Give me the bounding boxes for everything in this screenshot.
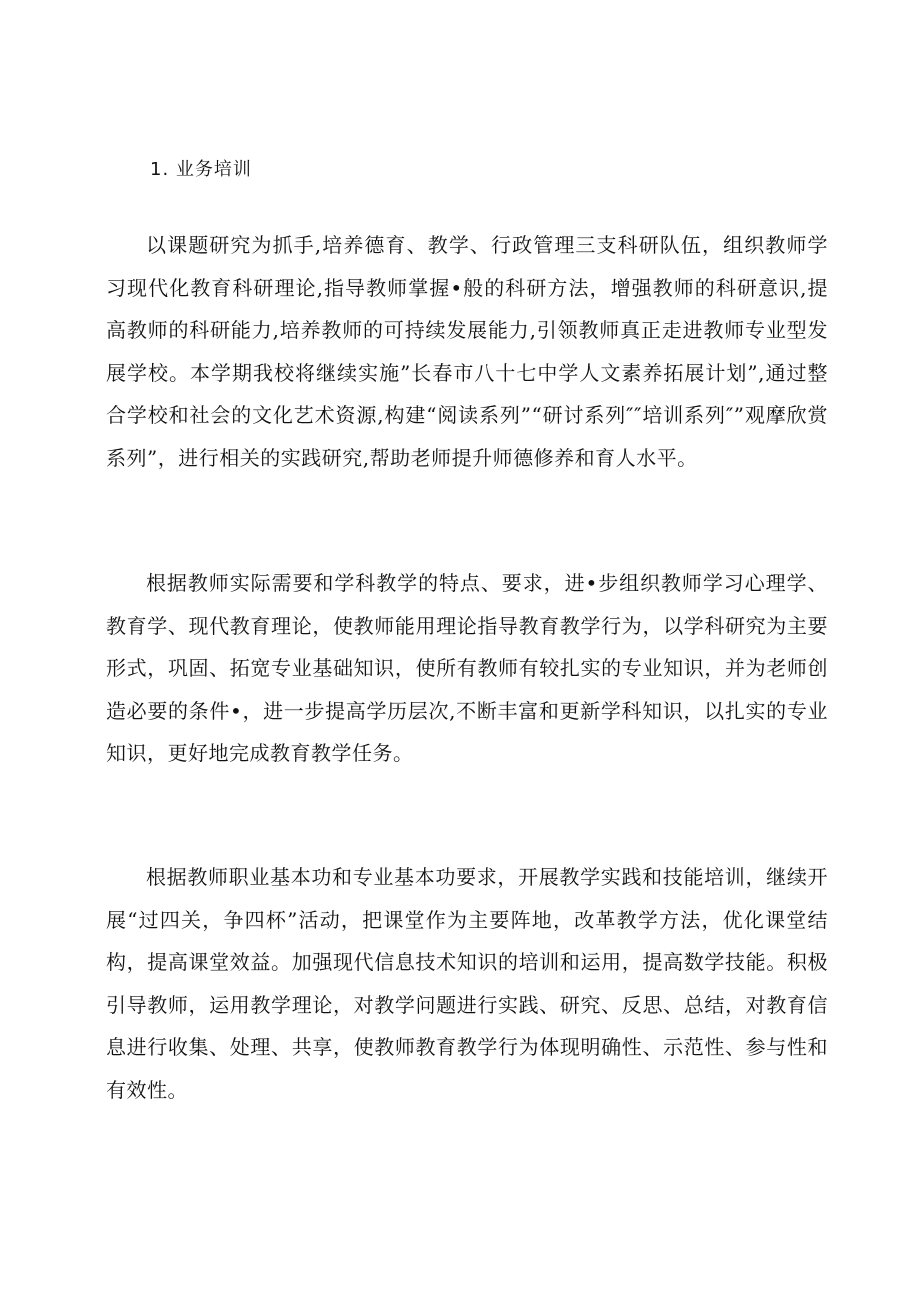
paragraph-research-teams: 以课题研究为抓手,培养德育、教学、行政管理三支科研队伍，组织教师学习现代化教育科研理论,指导教师掌握•般的科研方法，增强教师的科研意识,提高教师的科研能力,培养教师的可持续发展能力,引领教师真正走进教师专业型发展学校。本学期我校将继续实施”长春市八十七中学人文素养拓展计划”,通过整合学校和社会的文化艺术资源,构建“阅读系列”“研讨系列″″培训系列″”观摩欣赏系列”，进行相关的实践研究,帮助老师提升师德修养和育人水平。: [106, 233, 828, 470]
paragraph-theory-study: 根据教师实际需要和学科教学的特点、要求，进•步组织教师学习心理学、教育学、现代教育理论，使教师能用理论指导教育教学行为，以学科研究为主要形式，巩固、拓宽专业基础知识，使所有教师有较扎实的专业知识，并为老师创造必要的条件•，进一步提高学历层次,不断丰富和更新学科知识，以扎实的专业知识，更好地完成教育教学任务。: [106, 571, 828, 765]
section-heading: 1. 业务培训: [150, 159, 252, 180]
paragraph-skills-training: 根据教师职业基本功和专业基本功要求，开展教学实践和技能培训，继续开展“过四关，争四杯”活动，把课堂作为主要阵地，改革教学方法，优化课堂结构，提高课堂效益。加强现代信息技术知识的培训和运用，提高数学技能。积极引导教师，运用教学理论，对教学问题进行实践、研究、反思、总结，对教育信息进行收集、处理、共享，使教师教育教学行为体现明确性、示范性、参与性和有效性。: [106, 865, 828, 1102]
